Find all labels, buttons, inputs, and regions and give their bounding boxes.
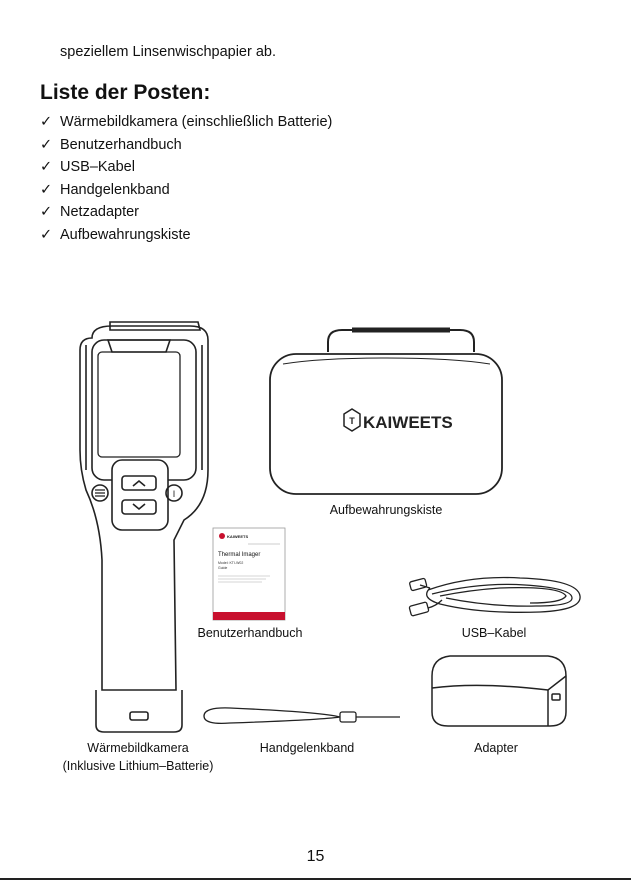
usb-cable-drawing xyxy=(409,578,580,617)
manual-guide: Guide xyxy=(218,566,228,570)
page-number: 15 xyxy=(306,848,325,865)
manual-title: Thermal Imager xyxy=(218,552,261,558)
thermal-camera-drawing xyxy=(80,322,208,732)
check-icon: ✓ xyxy=(40,181,53,198)
check-icon: ✓ xyxy=(40,226,53,243)
caption-manual: Benutzerhandbuch xyxy=(197,626,303,640)
adapter-drawing xyxy=(432,656,566,726)
list-item-label: Aufbewahrungskiste xyxy=(60,226,191,243)
list-item-label: Handgelenkband xyxy=(60,181,170,198)
manual-brand: KAIWEETS xyxy=(227,534,249,539)
bottom-rule xyxy=(0,878,631,880)
caption-adapter: Adapter xyxy=(474,741,518,755)
check-icon: ✓ xyxy=(40,114,53,130)
storage-case-drawing xyxy=(270,330,502,494)
list-item-label: Netzadapter xyxy=(60,204,139,221)
case-brand-logo: KAIWEETS xyxy=(363,413,453,432)
caption-strap: Handgelenkband xyxy=(259,741,355,755)
svg-text:I: I xyxy=(172,489,176,499)
intro-text: speziellem Linsenwischpapier ab. xyxy=(60,44,277,60)
caption-usb: USB–Kabel xyxy=(461,626,527,640)
list-item-label: Benutzerhandbuch xyxy=(60,136,182,153)
list-item-label: USB–Kabel xyxy=(60,159,135,176)
manual-drawing xyxy=(213,528,285,620)
wrist-strap-drawing xyxy=(204,708,400,723)
check-icon: ✓ xyxy=(40,159,53,176)
section-heading: Liste der Posten: xyxy=(40,81,211,104)
check-icon: ✓ xyxy=(40,136,53,153)
check-icon: ✓ xyxy=(40,204,53,221)
caption-camera-battery: (Inklusive Lithium–Batterie) xyxy=(62,759,214,773)
caption-camera: Wärmebildkamera xyxy=(87,741,189,755)
caption-case: Aufbewahrungskiste xyxy=(329,503,443,517)
manual-model: Model: KTI-W02 xyxy=(218,561,244,565)
list-item-label: Wärmebildkamera (einschließlich Batterie) xyxy=(60,114,333,130)
svg-text:T: T xyxy=(349,416,355,426)
